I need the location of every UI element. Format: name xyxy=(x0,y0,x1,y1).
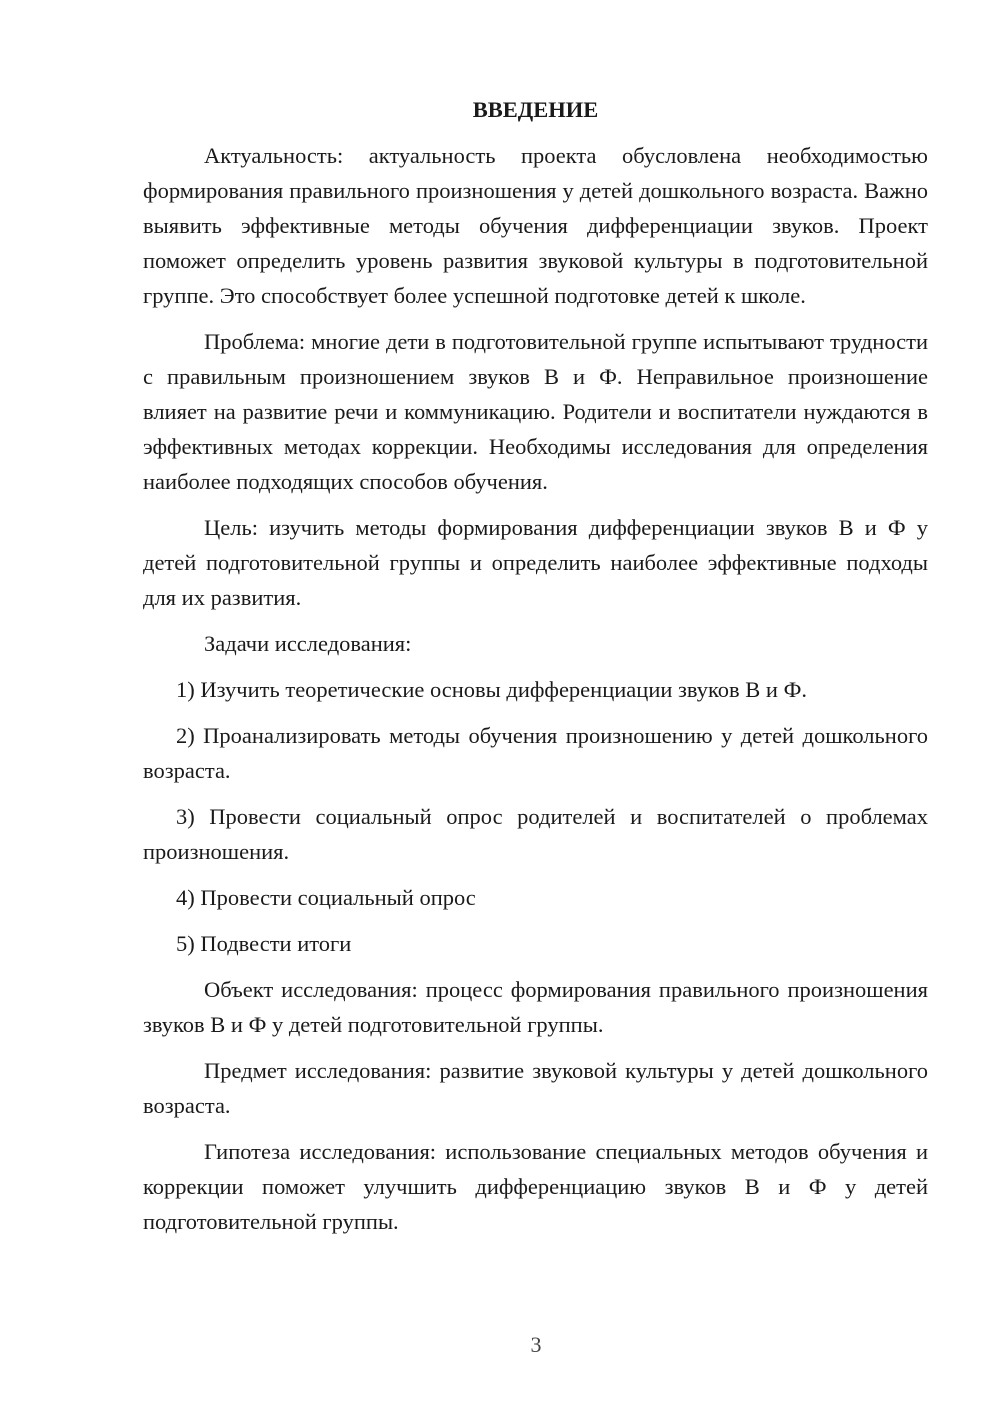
paragraph-problem: Проблема: многие дети в подготовительной группе испытывают трудности с правильным произношением звуков В и Ф. Неправильное произношение влияет на развитие речи и коммуникацию. Родители и воспитатели нуждаются в эффективных методах коррекции. Необходимы исследования для определения наиболее подходящих способов обучения. xyxy=(143,329,928,494)
paragraph-relevance: Актуальность: актуальность проекта обусловлена необходимостью формирования правильного произношения у детей дошкольного возраста. Важно выявить эффективные методы обучения дифференциации звуков. Проект поможет определить уровень развития звуковой культуры в подготовительной группе. Это способствует более успешной подготовке детей к школе. xyxy=(143,143,928,308)
task-item-4: 4) Провести социальный опрос xyxy=(176,885,476,910)
paragraph-hypothesis: Гипотеза исследования: использование специальных методов обучения и коррекции поможет улучшить дифференциацию звуков В и Ф у детей подготовительной группы. xyxy=(143,1139,928,1234)
task-item-5: 5) Подвести итоги xyxy=(176,931,352,956)
page-number: 3 xyxy=(530,1332,542,1357)
paragraph-tasks-heading: Задачи исследования: xyxy=(204,631,412,656)
task-item-1: 1) Изучить теоретические основы дифференциации звуков В и Ф. xyxy=(176,677,807,702)
task-item-2: 2) Проанализировать методы обучения произношению у детей дошкольного возраста. xyxy=(143,723,928,783)
section-title: ВВЕДЕНИЕ xyxy=(472,97,599,122)
paragraph-object: Объект исследования: процесс формирования правильного произношения звуков В и Ф у детей подготовительной группы. xyxy=(143,977,928,1037)
paragraph-goal: Цель: изучить методы формирования дифференциации звуков В и Ф у детей подготовительной группы и определить наиболее эффективные подходы для их развития. xyxy=(143,515,928,610)
paragraph-subject: Предмет исследования: развитие звуковой культуры у детей дошкольного возраста. xyxy=(143,1058,928,1118)
task-item-3: 3) Провести социальный опрос родителей и воспитателей о проблемах произношения. xyxy=(143,804,928,864)
page-content xyxy=(143,92,928,1250)
